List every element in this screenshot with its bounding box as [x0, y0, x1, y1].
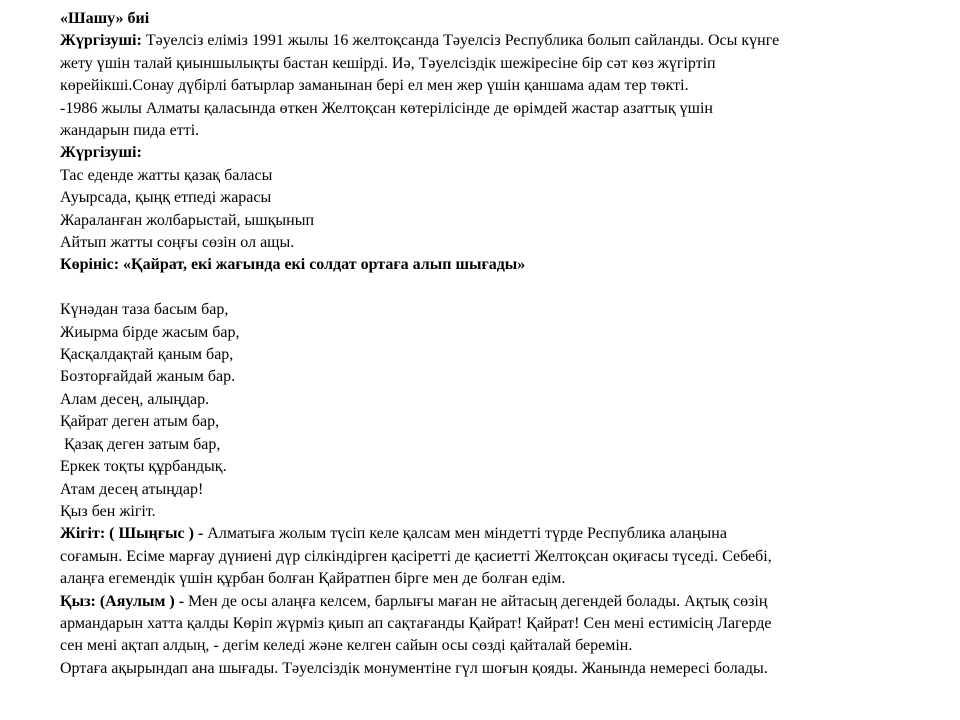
paragraph-5-line-2: армандарын хатта қалды Көріп жүрміз қиып ап сақтағанды Қайрат! Қайрат! Сен мені естимісің Лагерде — [60, 614, 772, 632]
speaker-label: Қыз: (Аяулым ) - — [60, 592, 185, 610]
paragraph-4-line-1 — [60, 523, 940, 545]
paragraph-text: Мен де осы алаңға келсем, барлығы маған не айтасың дегендей болады. Ақтық сөзің — [184, 592, 768, 610]
paragraph-4-line-2: соғамын. Есіме марғау дүниені дүр сілкіндірген қасіретті де қасиетті Желтоқсан оқиғасы түседі. Себебі, — [60, 547, 772, 565]
poem-line: Қасқалдақтай қаным бар, — [60, 346, 234, 364]
scene-heading: Көрініс: «Қайрат, екі жағында екі солдат ортаға алып шығады» — [60, 256, 526, 274]
paragraph-5-line-1 — [60, 591, 940, 613]
paragraph-1-line-1 — [60, 30, 940, 52]
speaker-label: Жүргізуші: — [60, 32, 142, 50]
paragraph-4-line-3: алаңға егемендік үшін құрбан болған Қайратпен бірге мен де болған едім. — [60, 570, 566, 588]
speaker-label: Жігіт: ( Шыңғыс ) - — [60, 525, 204, 543]
poem-line: Атам десең атыңдар! — [60, 480, 204, 498]
verse-line: Жараланған жолбарыстай, ышқынып — [60, 211, 314, 229]
poem-line: Қыз бен жігіт. — [60, 502, 156, 520]
document-title: «Шашу» биі — [60, 10, 150, 27]
paragraph-2-line-2: жандарын пида етті. — [60, 122, 200, 140]
speaker-label: Жүргізуші: — [60, 144, 142, 162]
paragraph-2-line-1: -1986 жылы Алматы қаласында өткен Желтоқсан көтерілісінде де өрімдей жастар азаттық үшін — [60, 99, 713, 117]
poem-line: Жиырма бірде жасым бар, — [60, 323, 240, 341]
paragraph-text: Алматыға жолым түсіп келе қалсам мен міндетті түрде Республика алаңына — [203, 525, 727, 543]
poem-line: Алам десең, алыңдар. — [60, 390, 210, 408]
poem-line: Бозторғайдай жаным бар. — [60, 368, 236, 386]
paragraph-1-line-2: жету үшін талай қиыншылықты бастан кешірді. Иә, Тәуелсіздік шежіресіне бір сәт көз жүгіртіп — [60, 54, 716, 72]
poem-line: Күнәдан таза басым бар, — [60, 301, 229, 319]
poem-line: Қазақ деген затым бар, — [64, 435, 221, 453]
blank-line — [60, 277, 940, 299]
paragraph-text: Тәуелсіз еліміз 1991 жылы 16 желтоқсанда Тәуелсіз Республика болып сайланды. Осы күнге — [141, 32, 780, 50]
poem-line: Қайрат деген атым бар, — [60, 413, 220, 431]
paragraph-5-line-3: сен мені ақтап алдың, - дегім келеді және келген сайын осы сөзді қайталай беремін. — [60, 637, 633, 655]
verse-line: Тас еденде жатты қазақ баласы — [60, 166, 273, 184]
verse-line: Ауырсада, қыңқ етпеді жарасы — [60, 189, 272, 207]
verse-line: Айтып жатты соңғы сөзін ол ащы. — [60, 234, 295, 252]
poem-line: Еркек тоқты құрбандық. — [60, 458, 227, 476]
paragraph-6-line-1: Ортаға ақырындап ана шығады. Тәуелсіздік монументіне гүл шоғын қояды. Жанында немересі болады. — [60, 659, 768, 677]
paragraph-1-line-3: көрейікші.Сонау дүбірлі батырлар заманынан бері ел мен жер үшін қаншама адам тер төкті. — [60, 77, 689, 95]
document-page — [60, 8, 940, 680]
